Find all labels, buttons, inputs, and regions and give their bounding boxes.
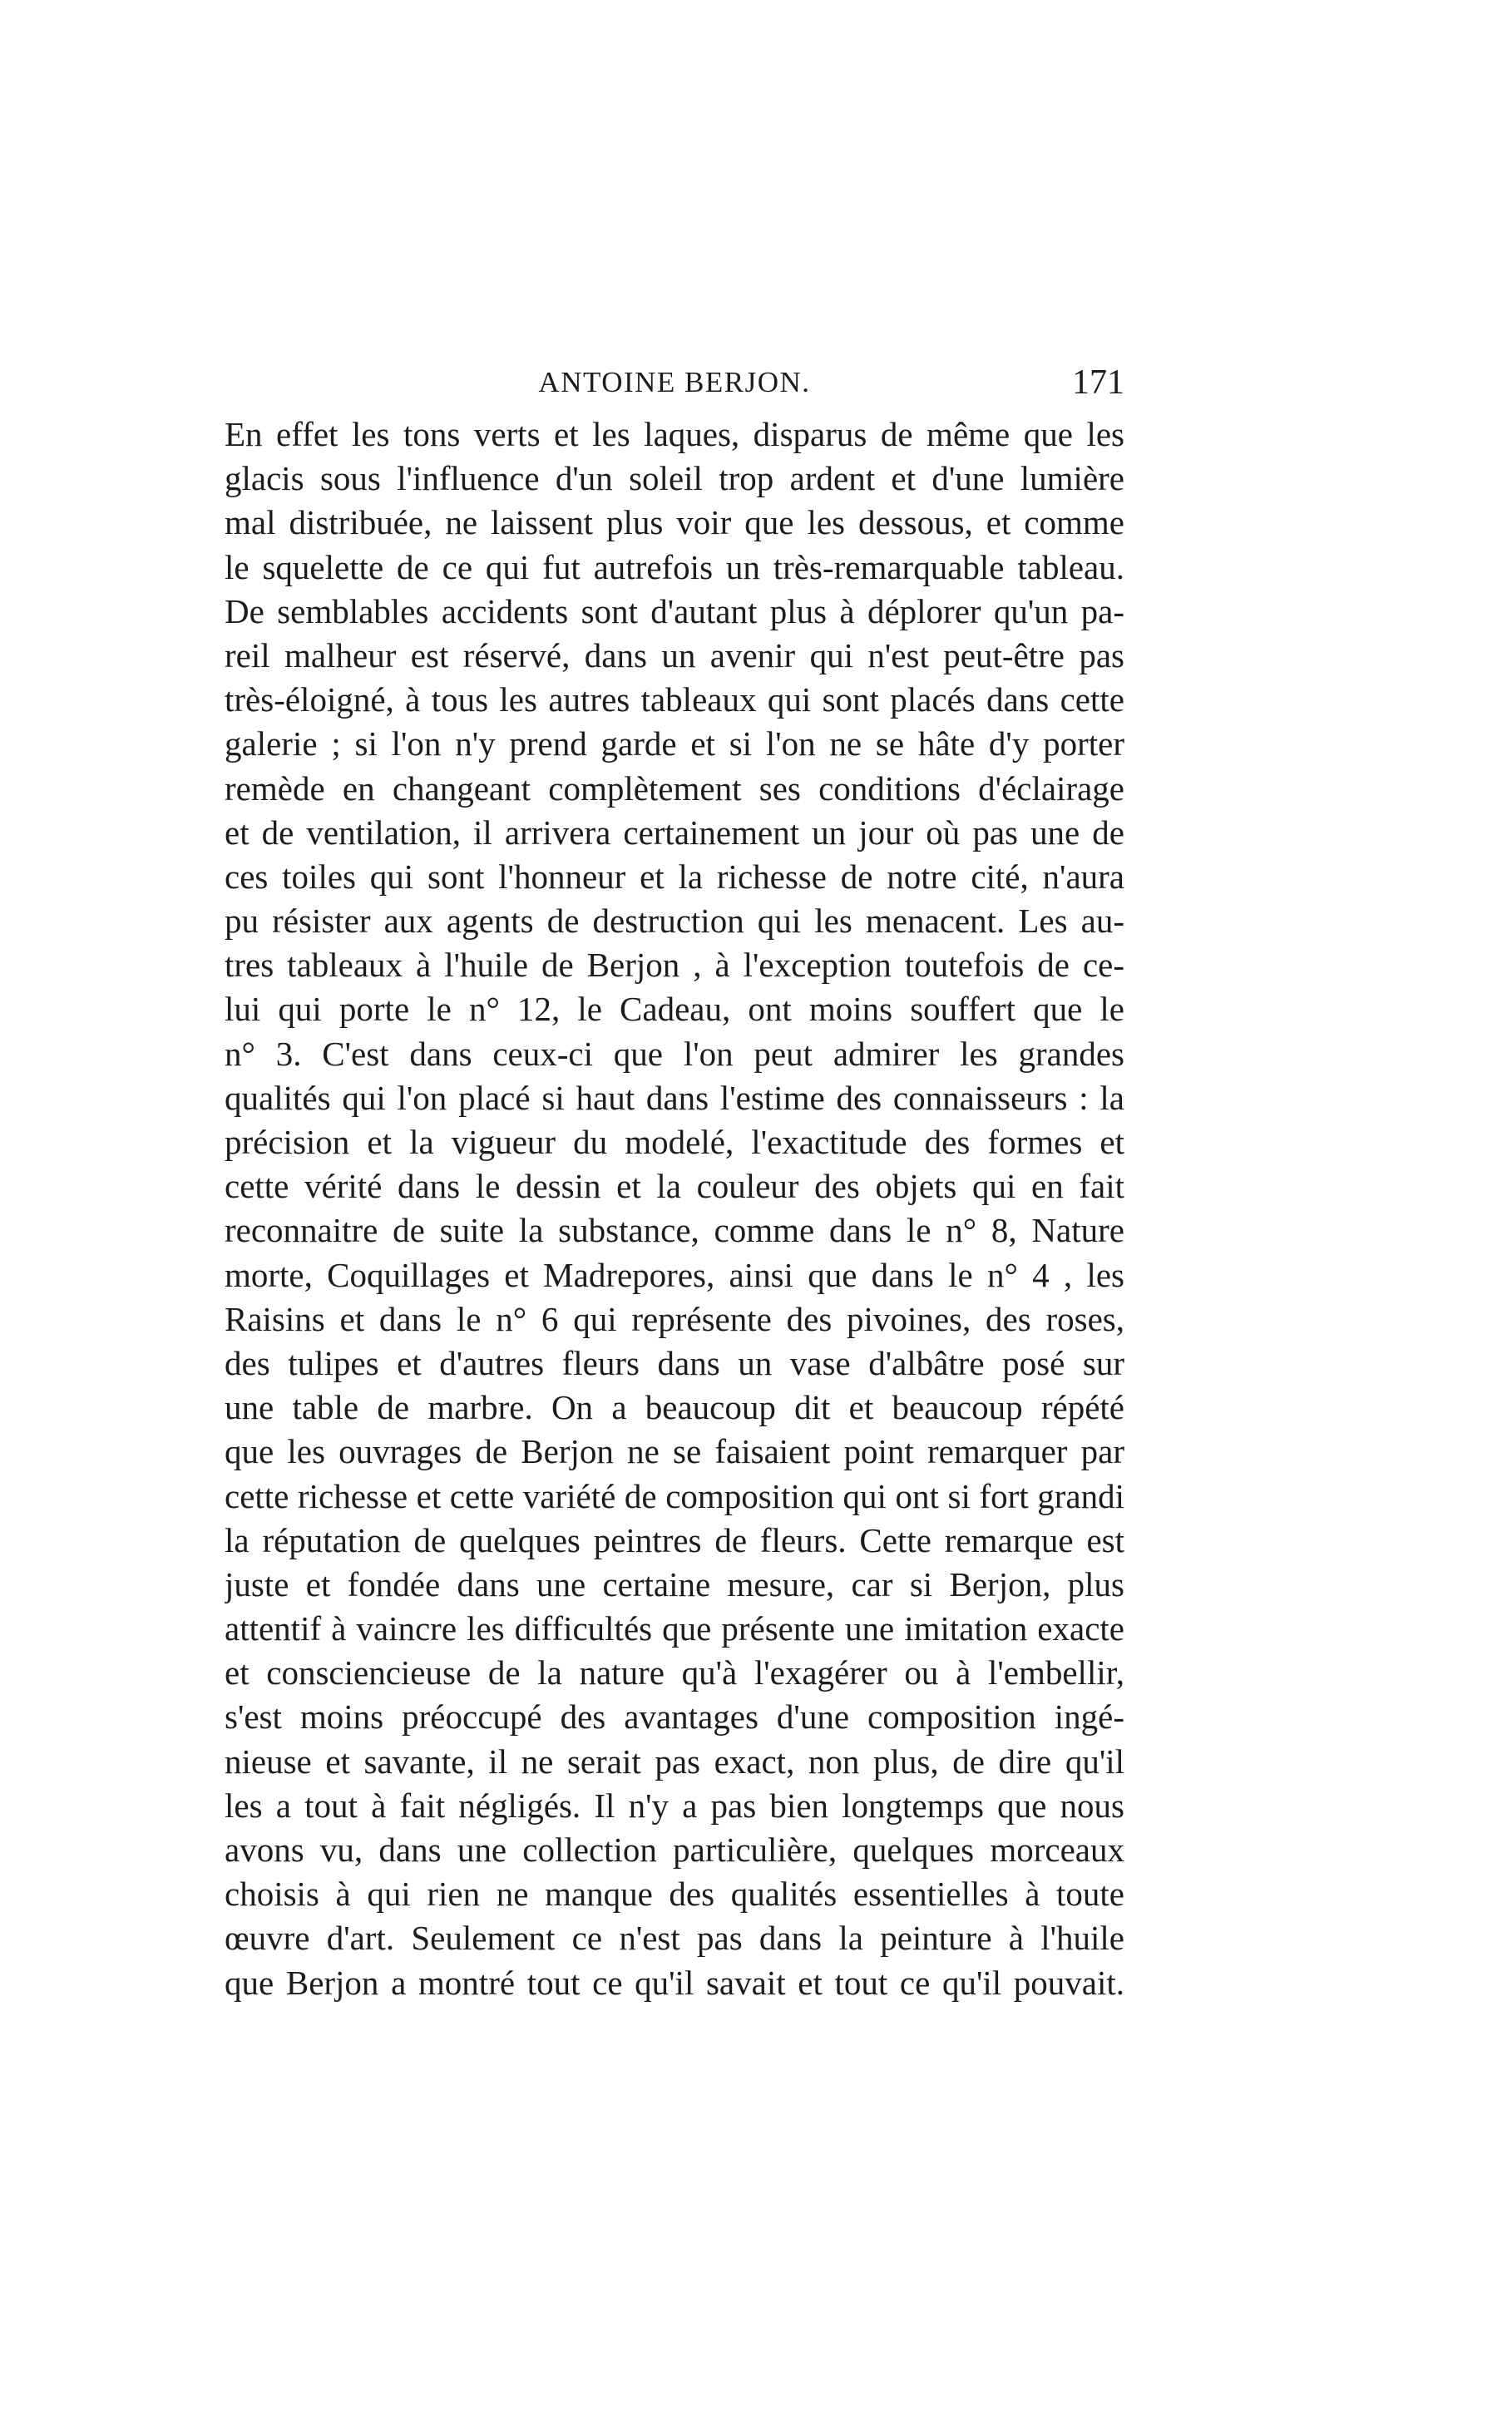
page-number: 171 — [1072, 363, 1124, 402]
text-line: très-éloigné, à tous les autres tableaux qui sont placés dans cette — [225, 680, 1124, 719]
text-line: n° 3. C'est dans ceux-ci que l'on peut admirer les grandes — [225, 1034, 1124, 1073]
text-line: une table de marbre. On a beaucoup dit et beaucoup répété — [225, 1388, 1124, 1427]
text-line: et de ventilation, il arrivera certainement un jour où pas une de — [225, 813, 1124, 852]
text-line: galerie ; si l'on n'y prend garde et si l'on ne se hâte d'y porter — [225, 724, 1124, 763]
text-line: lui qui porte le n° 12, le Cadeau, ont moins souffert que le — [225, 990, 1124, 1029]
text-line: tres tableaux à l'huile de Berjon , à l'exception toutefois de ce- — [225, 946, 1124, 985]
text-line: morte, Coquillages et Madrepores, ainsi que dans le n° 4 , les — [225, 1255, 1124, 1294]
page-header — [225, 363, 1124, 413]
text-line: Raisins et dans le n° 6 qui représente des pivoines, des roses, — [225, 1299, 1124, 1338]
running-head: ANTOINE BERJON. — [538, 366, 811, 398]
text-line: choisis à qui rien ne manque des qualités essentielles à toute — [225, 1875, 1124, 1914]
text-line: reconnaitre de suite la substance, comme dans le n° 8, Nature — [225, 1211, 1124, 1250]
text-line: que Berjon a montré tout ce qu'il savait et tout ce qu'il pouvait. — [225, 1963, 1124, 2002]
text-line: avons vu, dans une collection particulière, quelques morceaux — [225, 1831, 1124, 1869]
text-line: précision et la vigueur du modelé, l'exactitude des formes et — [225, 1123, 1124, 1161]
text-line: remède en changeant complètement ses conditions d'éclairage — [225, 768, 1124, 808]
text-line: la réputation de quelques peintres de fleurs. Cette remarque est — [225, 1520, 1124, 1559]
text-line: le squelette de ce qui fut autrefois un très-remarquable tableau. — [225, 547, 1124, 586]
text-line: cette vérité dans le dessin et la couleur des objets qui en fait — [225, 1167, 1124, 1206]
body-text — [225, 413, 1124, 2005]
text-line: De semblables accidents sont d'autant plus à déplorer qu'un pa- — [225, 591, 1124, 630]
text-line: ces toiles qui sont l'honneur et la richesse de notre cité, n'aura — [225, 857, 1124, 896]
text-line: pu résister aux agents de destruction qui les menacent. Les au- — [225, 902, 1124, 941]
text-line: reil malheur est réservé, dans un avenir qui n'est peut-être pas — [225, 635, 1124, 674]
text-line: attentif à vaincre les difficultés que présente une imitation exacte — [225, 1609, 1124, 1648]
text-line: s'est moins préoccupé des avantages d'une composition ingé- — [225, 1697, 1124, 1737]
text-line: les a tout à fait négligés. Il n'y a pas bien longtemps que nous — [225, 1786, 1124, 1825]
text-line: œuvre d'art. Seulement ce n'est pas dans la peinture à l'huile — [225, 1919, 1124, 1958]
text-line: qualités qui l'on placé si haut dans l'estime des connaisseurs : la — [225, 1078, 1124, 1117]
text-line: mal distribuée, ne laissent plus voir que les dessous, et comme — [225, 503, 1124, 542]
text-line: et consciencieuse de la nature qu'à l'exagérer ou à l'embellir, — [225, 1653, 1124, 1692]
text-line: nieuse et savante, il ne serait pas exact, non plus, de dire qu'il — [225, 1742, 1124, 1781]
text-line: juste et fondée dans une certaine mesure, car si Berjon, plus — [225, 1564, 1124, 1603]
text-line: cette richesse et cette variété de composition qui ont si fort grandi — [225, 1476, 1124, 1515]
text-line: des tulipes et d'autres fleurs dans un vase d'albâtre posé sur — [225, 1343, 1124, 1382]
text-line: que les ouvrages de Berjon ne se faisaient point remarquer par — [225, 1432, 1124, 1471]
text-line: glacis sous l'influence d'un soleil trop ardent et d'une lumière — [225, 459, 1124, 498]
text-line: En effet les tons verts et les laques, disparus de même que les — [225, 415, 1124, 453]
